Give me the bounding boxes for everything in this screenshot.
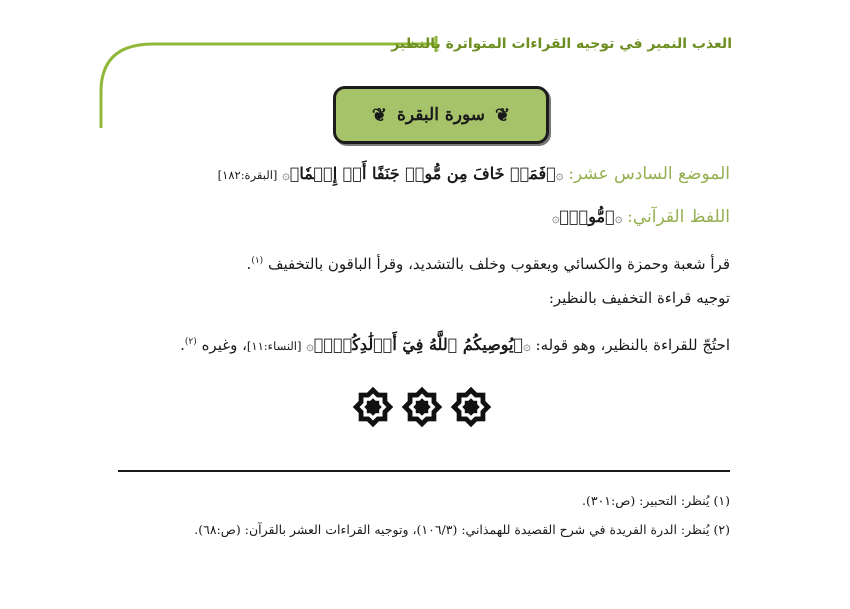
- argument-line: [180, 331, 730, 358]
- argument-text-before: احتُجّ للقراءة بالنظير، وهو قوله:: [535, 336, 730, 354]
- surah-title-box: [333, 86, 549, 144]
- ornament-right-icon: ❦: [495, 104, 511, 126]
- footnote-1: (١) يُنظر: التحبير: (ص:٣٠١).: [581, 493, 730, 508]
- position-reference: [البقرة:١٨٢]: [217, 168, 278, 182]
- octagram-star-icon: [401, 386, 443, 428]
- rosette-icon: ۞: [551, 211, 560, 226]
- readings-text: قرأ شعبة وحمزة والكسائي ويعقوب وخلف بالتشديد، وقرأ الباقون بالتخفيف: [267, 255, 730, 273]
- footnote-mark-2[interactable]: (٢): [184, 337, 197, 347]
- quranic-word-line: [552, 206, 730, 230]
- readings-end: .: [246, 255, 252, 273]
- quranic-word-label: اللفظ القرآني:: [627, 207, 730, 227]
- surah-title: سورة البقرة: [397, 105, 485, 125]
- quranic-word: ﴿مُّوصٖ﴾: [559, 207, 615, 226]
- position-line: [218, 163, 730, 187]
- footnote-separator: [118, 470, 730, 472]
- footnote-2: (٢) يُنظر: الدرة الفريدة في شرح القصيدة للهمذاني: (١٠٦/٣)، وتوجيه القراءات العشر بالقرآن: (ص:٦٨).: [194, 522, 730, 537]
- position-verse: ﴿فَمَنۡ خَافَ مِن مُّوصٖ جَنَفًا أَوۡ إِثۡمٗا﴾: [289, 164, 556, 183]
- argument-verse: ﴿يُوصِيكُمُ ٱللَّهُ فِيٓ أَوۡلَٰدِكُمۡۖ﴾: [313, 335, 524, 354]
- octagram-star-icon: [352, 386, 394, 428]
- argument-end: .: [180, 336, 185, 354]
- rosette-icon: ۞: [614, 211, 623, 226]
- footnote-mark-1[interactable]: (١): [251, 256, 264, 266]
- position-label: الموضع السادس عشر:: [568, 164, 730, 184]
- octagram-star-icon: [450, 386, 492, 428]
- section-divider-stars: [352, 386, 492, 430]
- running-title: العذب النمير في توجيه القراءات المتواترة بالنظير: [391, 36, 732, 52]
- readings-line: [247, 250, 730, 275]
- rosette-icon: ۞: [282, 168, 290, 183]
- tawjih-heading: توجيه قراءة التخفيف بالنظير:: [548, 289, 730, 307]
- rosette-icon: ۞: [523, 339, 531, 354]
- ornament-left-icon: ❦: [371, 104, 388, 126]
- rosette-icon: ۞: [555, 168, 564, 183]
- argument-reference: [النساء:١١]: [246, 339, 302, 353]
- rosette-icon: ۞: [306, 339, 314, 354]
- argument-text-after: ، وغيره: [201, 336, 247, 354]
